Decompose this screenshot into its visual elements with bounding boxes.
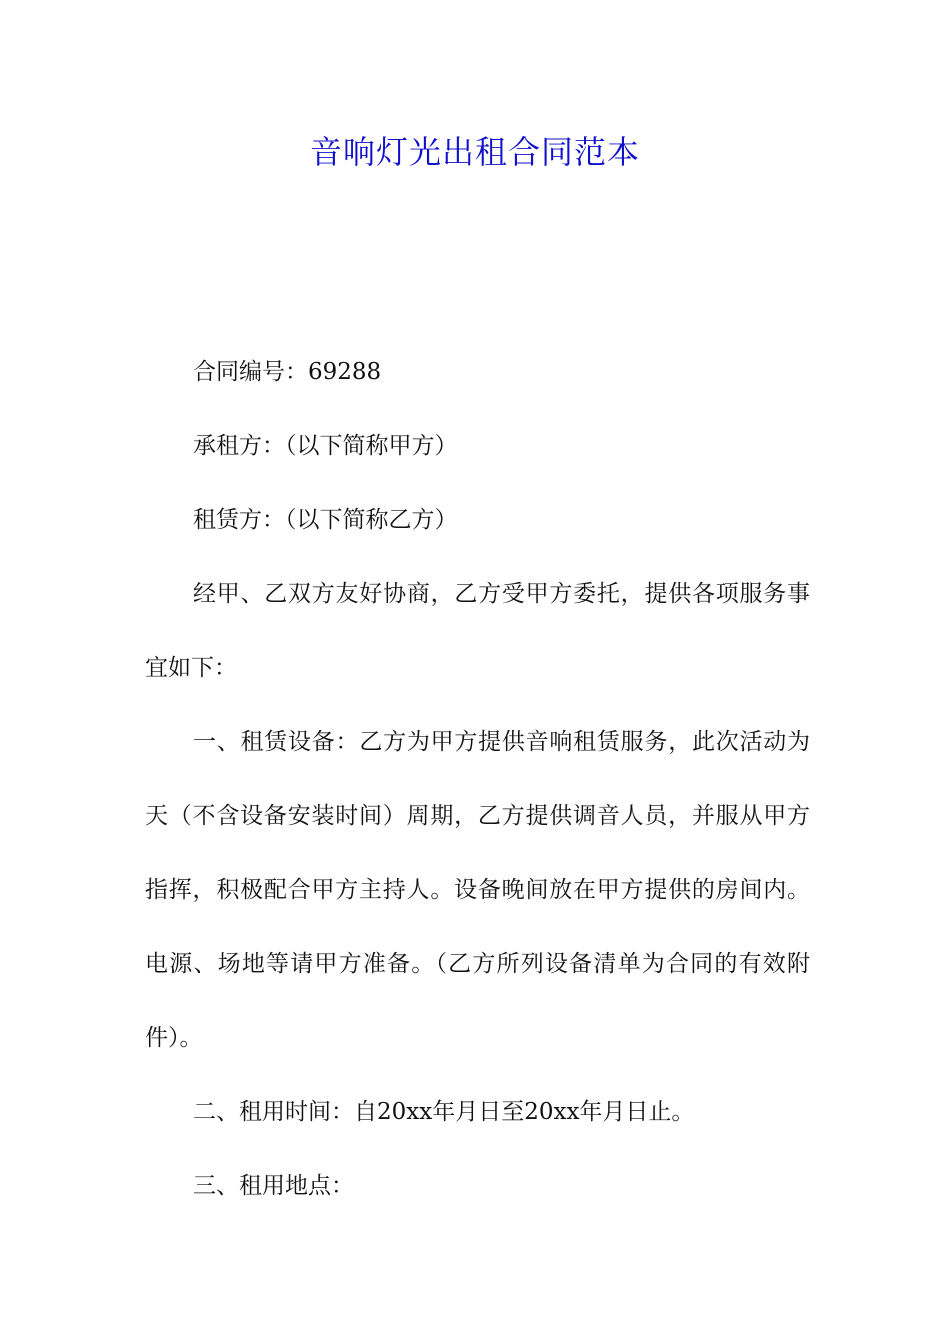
clause-2-paragraph: 二、租用时间：自20xx年月日至20xx年月日止。 [193,1099,695,1125]
lessor-paragraph: 租赁方：（以下简称乙方） [193,507,458,533]
clause-1-paragraph: 一、租赁设备：乙方为甲方提供音响租赁服务，此次活动为天（不含设备安装时间）周期，乙方提供调音人员，并服从甲方指挥，积极配合甲方主持人。设备晚间放在甲方提供的房间内。电源、场地等请甲方准备。（乙方所列设备清单为合同的有效附件）。 [145,729,810,1051]
clause-3-paragraph: 三、租用地点： [193,1173,354,1199]
document-title: 音响灯光出租合同范本 [309,133,640,171]
lessee-paragraph: 承租方：（以下简称甲方） [193,433,458,459]
contract-number-paragraph: 合同编号：69288 [193,359,382,385]
intro-paragraph: 经甲、乙双方友好协商，乙方受甲方委托，提供各项服务事宜如下： [145,581,810,681]
document-body [145,335,810,1223]
